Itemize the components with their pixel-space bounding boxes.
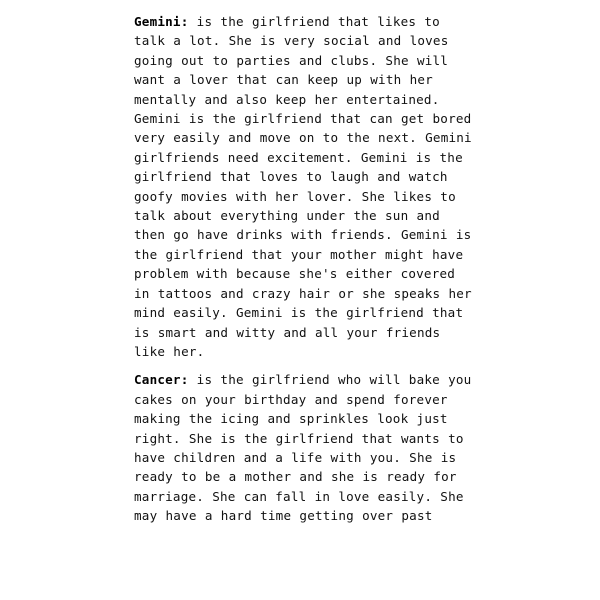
paragraph-text-cancer: is the girlfriend who will bake you cakes on your birthday and spend forever making the icing and sprinkles look just right. She is the girlfriend that wants to have children and a life with you. She is ready to be a mother and she is ready for marriage. She can fall in love easily. She may have a hard time getting over past <box>134 372 472 524</box>
paragraph-text-gemini: is the girlfriend that likes to talk a lot. She is very social and loves going out to parties and clubs. She will want a lover that can keep up with her mentally and also keep her entertained. Gemini is the girlfriend that can get bored very easily and move on to the next. Gemini girlfriends need excitement. Gemini is the girlfriend that loves to laugh and watch goofy movies with her lover. She likes to talk about everything under the sun and then go have drinks with friends. Gemini is the girlfriend that your mother might have problem with because she's either covered in tattoos and crazy hair or she speaks her mind easily. Gemini is the girlfriend that is smart and witty and all your friends like her. <box>134 14 472 359</box>
zodiac-sign-label-gemini: Gemini: <box>134 14 189 29</box>
paragraph-cancer <box>134 370 472 525</box>
paragraph-gemini <box>134 12 472 361</box>
zodiac-sign-label-cancer: Cancer: <box>134 372 189 388</box>
